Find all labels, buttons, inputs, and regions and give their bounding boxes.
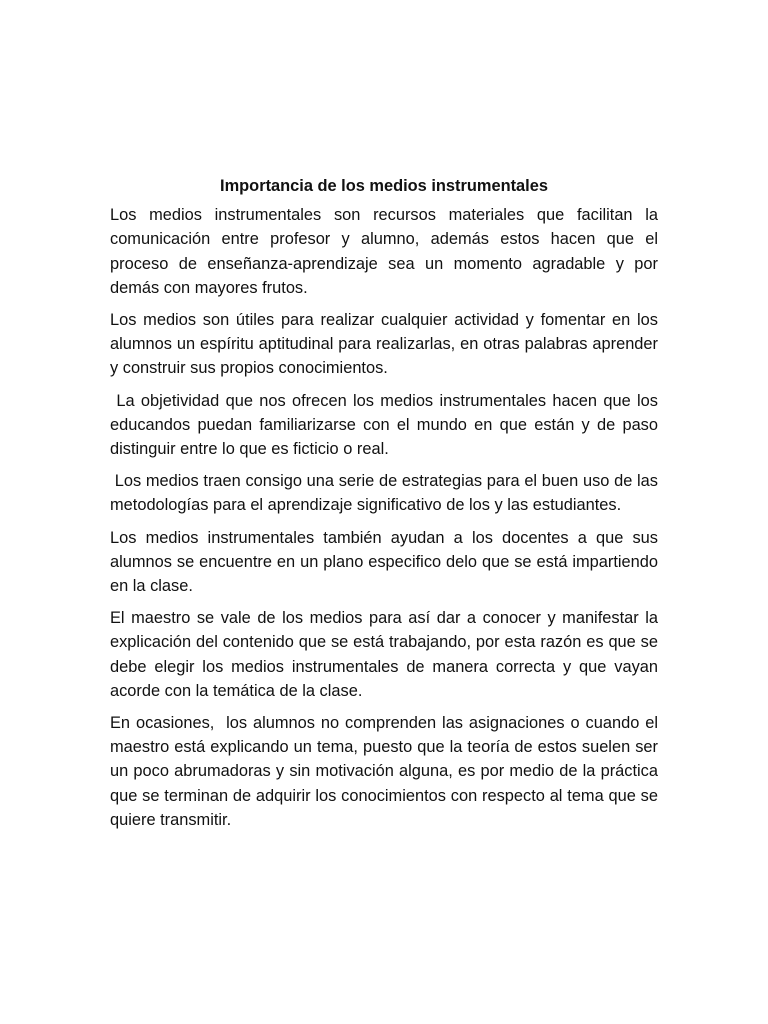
paragraph-5: Los medios instrumentales también ayudan a los docentes a que sus alumnos se encuentre en un plano especifico delo que se está impartiendo en la clase. — [110, 528, 663, 596]
paragraph-6: El maestro se vale de los medios para así dar a conocer y manifestar la explicación del contenido que se está trabajando, por esta razón es que se debe elegir los medios instrumentales de manera correcta y que vayan acorde con la temática de la clase. — [110, 609, 663, 700]
document-title: Importancia de los medios instrumentales — [220, 177, 548, 195]
paragraph-3: La objetividad que nos ofrecen los medios instrumentales hacen que los educandos puedan familiarizarse con el mundo en que están y de paso distinguir entre lo que es ficticio o real. — [110, 391, 663, 459]
paragraph-2: Los medios son útiles para realizar cualquier actividad y fomentar en los alumnos un espíritu aptitudinal para realizarlas, en otras palabras aprender y construir sus propios conocimientos. — [110, 311, 663, 378]
paragraph-4: Los medios traen consigo una serie de estrategias para el buen uso de las metodologías para el aprendizaje significativo de los y las estudiantes. — [110, 472, 663, 515]
document-body — [110, 174, 663, 840]
paragraph-1: Los medios instrumentales son recursos materiales que facilitan la comunicación entre profesor y alumno, además estos hacen que el proceso de enseñanza-aprendizaje sea un momento agradable y por demás con mayores frutos. — [110, 206, 663, 297]
paragraph-7: En ocasiones, los alumnos no comprenden las asignaciones o cuando el maestro está explicando un tema, puesto que la teoría de estos suelen ser un poco abrumadoras y sin motivación alguna, es por medio de la práctica que se terminan de adquirir los conocimientos con respecto al tema que se quiere transmitir. — [110, 714, 663, 829]
